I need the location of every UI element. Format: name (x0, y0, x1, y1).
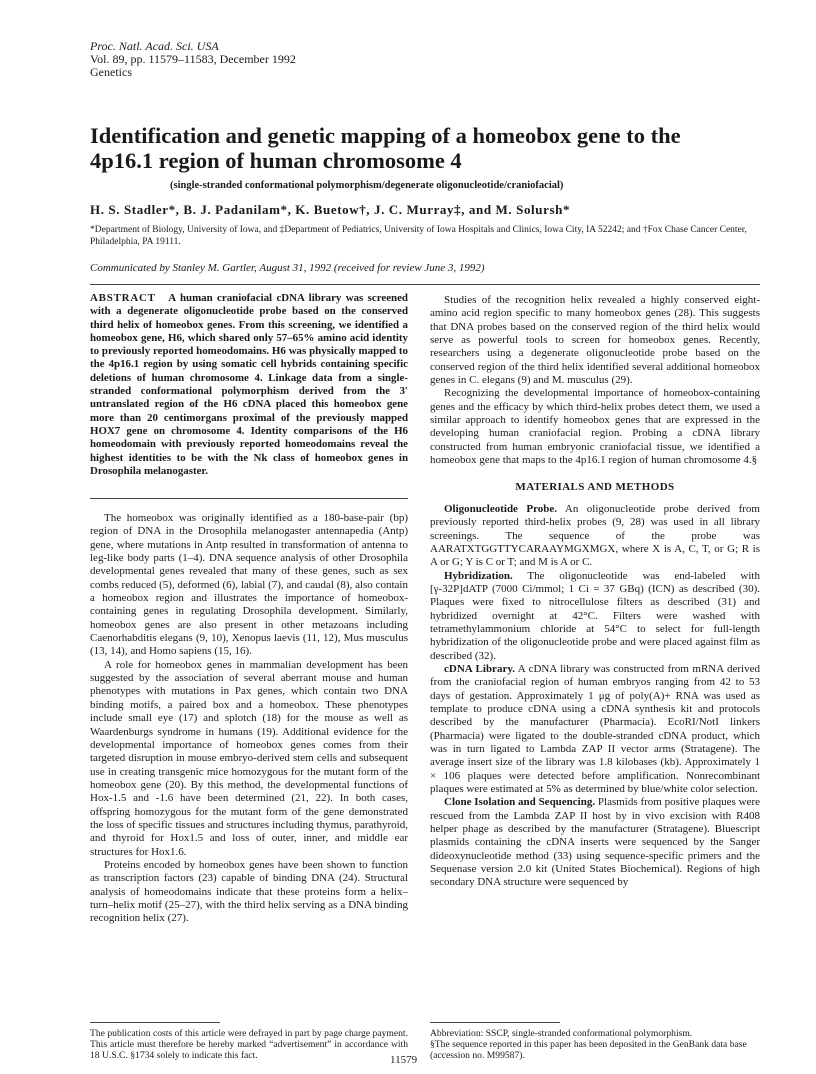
affiliations: *Department of Biology, University of Iowa, and ‡Department of Pediatrics, University of Iowa Hospitals and Clinics, Iowa City, IA 52242; and †Fox Chase Cancer Center, Philadelphia, PA 19111. (90, 225, 747, 247)
abstract-rule (90, 498, 408, 499)
footnote-rule-left (90, 1022, 220, 1023)
body-paragraph: Studies of the recognition helix revealed a highly conserved eight-amino acid region specific to many homeobox genes (28). This suggests that DNA probes based on the conserved region of the third helix would serve as powerful tools to screen for homeobox genes. Recently, researchers using a degenerate oligonucleotide probe based on the conserved region of the third helix identified several additional homeobox genes in C. elegans (9) and M. musculus (29). (430, 294, 760, 387)
article-title-line2: 4p16.1 region of human chromosome 4 (90, 148, 462, 173)
page-number: 11579 (390, 1054, 418, 1066)
methods-text: A cDNA library was constructed from mRNA derived from the craniofacial region of human embryos ranging from 42 to 53 days of gestation. Approximately 1 μg of poly(A)+ RNA was used as template to produce cDNA using a cDNA synthesis kit and protocols described by the manufacturer (Pharmacia). EcoRI/NotI linkers (Pharmacia) were ligated to the double-stranded cDNA product, which was in turn ligated to Lambda ZAP II vector arms (Stratagene). The average insert size of the library was 1.8 kilobases (kb). Approximately 1 × 106 plaques were detected before amplification. Nonrecombinant plaques were estimated at 5% as determined by blue/white color selection. (430, 662, 760, 796)
journal-name: Proc. Natl. Acad. Sci. USA (90, 39, 219, 53)
methods-text: The oligonucleotide was end-labeled with [γ-32P]dATP (7000 Ci/mmol; 1 Ci = 37 GBq) (ICN) as described (30). Plaques were fixed to nitrocellulose filters as described (31) and hybridized overnight at 42°C. Filters were washed with tetramethylammonium chloride at 54°C to select for full-length hybridization of the oligonucleotide probe and were placed against film as described (32). (430, 569, 760, 662)
abstract-label: ABSTRACT (90, 292, 156, 304)
methods-paragraph (430, 570, 760, 663)
footnote-rule-right (430, 1022, 560, 1023)
journal-section: Genetics (90, 65, 132, 79)
body-paragraph: The homeobox was originally identified as a 180-base-pair (bp) region of DNA in the Drosophila melanogaster antennapedia (Antp) gene, where mutations in Antp resulted in transformation of antenna to leg-like body parts (1–4). DNA sequence analysis of other Drosophila developmental genes revealed that many of these genes, such as sex combs reduced (5), deformed (6), labial (7), and caudal (8), also contain a homeobox region and illustrates the importance of homeobox-containing genes in regulating Drosophila development. Similarly, homeobox genes are also present in other metazoans including Caenorhabditis elegans (9, 10), Xenopus laevis (11, 12), Mus musculus (13, 14), and Homo sapiens (15, 16). (90, 512, 408, 658)
right-column (430, 294, 760, 890)
keywords: (single-stranded conformational polymorphism/degenerate oligonucleotide/craniofacial) (170, 180, 564, 191)
left-column (90, 512, 408, 926)
abstract (90, 292, 408, 478)
footnote-abbreviations (430, 1028, 760, 1061)
methods-text: An oligonucleotide probe derived from previously reported third-helix probes (9, 28) was used in all library screenings. The sequence of the probe was AARATXTGGTTYCARAAYMGXMGX, where X is A, C, T, or G; R is A or G; Y is C or T; and M is A or C. (430, 502, 760, 569)
journal-header (90, 40, 296, 79)
body-paragraph: A role for homeobox genes in mammalian development has been suggested by the association of several aberrant mouse and human phenotypes with mutations in Pax genes, which contain two DNA binding motifs, a paired box and a homeobox. These phenotypes include small eye (17) and splotch (18) for the mouse as well as Waardenburgs syndrome in humans (19). Additional evidence for the developmental importance of homeobox genes comes from their targeted disruption in mouse embryo-derived stem cells and subsequent use in creating transgenic mice homozygous for the mutant form of the homeobox gene (20). By this method, the developmental functions of Hox-1.5 and -1.6 have been determined (21, 22). In both cases, offspring homozygous for the mutant form of the gene demonstrated the loss of specific tissues and structures including thymus, parathyroid, and thyroid for Hox1.5 and loss of outer, inner, and middle ear structures for Hox1.6. (90, 658, 408, 858)
methods-paragraph (430, 503, 760, 570)
author-list: H. S. Stadler*, B. J. Padanilam*, K. Buetow†, J. C. Murray‡, and M. Solursh* (90, 202, 571, 217)
methods-text: Plasmids from positive plaques were rescued from the Lambda ZAP II host by in vivo excision with R408 helper phage as described by the manufacturer (Stratagene). Bluescript plasmids containing the cDNA inserts were sequenced by the Sanger dideoxynucleotide method (33) using sequence-specific primers and the Sequenase version 2.0 kit (United States Biochemical). Regions of high secondary DNA structure were sequenced by (430, 796, 761, 889)
runin-heading: cDNA Library. (444, 662, 515, 675)
section-heading-methods: MATERIALS AND METHODS (515, 481, 675, 494)
footnote-genbank: §The sequence reported in this paper has been deposited in the GenBank data base (accession no. M99587). (430, 1039, 747, 1061)
body-paragraph: Recognizing the developmental importance of homeobox-containing genes and the efficacy by which third-helix probes detect them, we used a similar approach to identify homeobox genes that are expressed in the developing human craniofacial region. Probing a cDNA library constructed from human embryonic craniofacial tissue, we identified a homeobox gene that maps to the 4p16.1 region of human chromosome 4.§ (430, 387, 760, 467)
methods-paragraph (430, 663, 760, 796)
body-paragraph: Proteins encoded by homeobox genes have been shown to function as transcription factors (23) capable of binding DNA (24). Structural analysis of homeodomains indicate that these proteins form a helix–turn–helix motif (25–27), with the third helix serving as a DNA binding recognition helix (27). (90, 858, 408, 925)
methods-paragraph (430, 796, 760, 889)
runin-heading: Oligonucleotide Probe. (444, 502, 558, 515)
runin-heading: Clone Isolation and Sequencing. (444, 796, 596, 809)
article-title (90, 123, 750, 173)
communicated-by: Communicated by Stanley M. Gartler, August 31, 1992 (received for review June 3, 1992) (90, 262, 485, 274)
header-rule (90, 284, 760, 285)
article-title-line1: Identification and genetic mapping of a homeobox gene to the (90, 123, 681, 148)
footnote-abbreviation: Abbreviation: SSCP, single-stranded conformational polymorphism. (430, 1028, 693, 1039)
abstract-text: A human craniofacial cDNA library was screened with a degenerate oligonucleotide probe based on the conserved third helix of homeobox genes. From this screening, we identified a homeobox gene, H6, which shared only 57–65% amino acid identity to previously reported homeodomains. H6 was physically mapped to the 4p16.1 region by using somatic cell hybrids containing specific deletions of human chromosome 4. Linkage data from a single-stranded conformational polymorphism derived from the 3′ untranslated region of the H6 cDNA placed this homeobox gene more than 20 centimorgans proximal of the previously mapped HOX7 gene on chromosome 4. Identity comparisons of the H6 homeodomain with previously reported homeodomains reveal the highest identities to be with the Nk class of homeobox genes in Drosophila melanogaster. (90, 292, 408, 477)
footnote-publication-costs: The publication costs of this article were defrayed in part by page charge payment. This article must therefore be hereby marked “advertisement” in accordance with 18 U.S.C. §1734 solely to indicate this fact. (90, 1028, 408, 1061)
journal-volume: Vol. 89, pp. 11579–11583, December 1992 (90, 52, 296, 66)
runin-heading: Hybridization. (444, 569, 513, 582)
